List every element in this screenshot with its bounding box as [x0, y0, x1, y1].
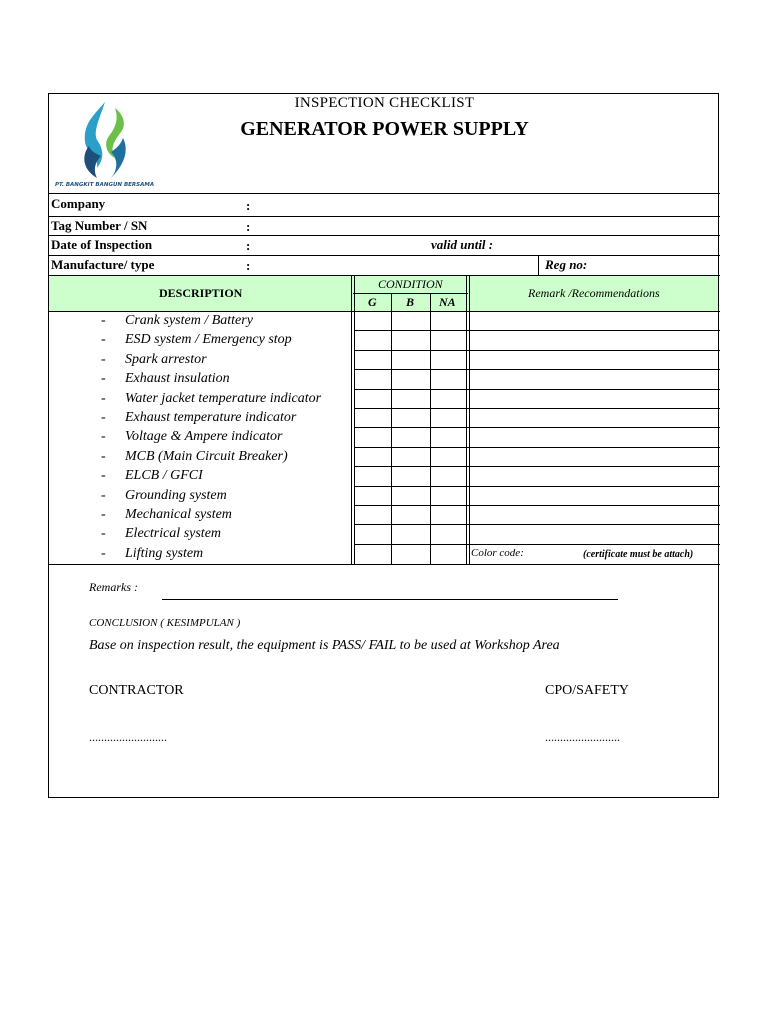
condition-cell-b[interactable]: [391, 486, 430, 505]
item-bullet: -: [101, 429, 106, 445]
checklist-item: Grounding system: [125, 487, 227, 503]
checklist-item: MCB (Main Circuit Breaker): [125, 448, 288, 464]
remark-cell[interactable]: [469, 330, 718, 349]
manufacture-colon: :: [246, 258, 251, 273]
condition-cell-b[interactable]: [391, 330, 430, 349]
condition-cell-na[interactable]: [430, 447, 466, 466]
remark-cell[interactable]: [469, 350, 718, 369]
condition-cell-g[interactable]: [354, 408, 391, 427]
remarks-label: Remarks :: [89, 580, 138, 594]
checklist-item: Electrical system: [125, 526, 222, 542]
tag-number-label: Tag Number / SN: [51, 218, 148, 233]
checklist-item: Lifting system: [125, 545, 204, 561]
remark-cell[interactable]: [469, 447, 718, 466]
condition-cell-g[interactable]: [354, 544, 391, 563]
checklist-item: Water jacket temperature indicator: [125, 390, 322, 406]
certificate-note: (certificate must be attach): [583, 549, 694, 560]
condition-cell-g[interactable]: [354, 350, 391, 369]
company-colon: :: [246, 198, 251, 213]
condition-cell-g[interactable]: [354, 311, 391, 330]
remark-cell[interactable]: [469, 369, 718, 388]
description-header: DESCRIPTION: [159, 286, 243, 300]
condition-b-header: B: [406, 295, 415, 309]
item-bullet: -: [101, 507, 106, 522]
condition-cell-b[interactable]: [391, 427, 430, 446]
condition-cell-g[interactable]: [354, 389, 391, 408]
item-bullet: -: [101, 390, 106, 406]
condition-cell-na[interactable]: [430, 524, 466, 543]
date-colon: :: [246, 238, 251, 253]
manufacture-type-label: Manufacture/ type: [51, 257, 155, 272]
condition-cell-b[interactable]: [391, 544, 430, 563]
condition-cell-na[interactable]: [430, 466, 466, 485]
condition-cell-na[interactable]: [430, 505, 466, 524]
conclusion-label: CONCLUSION ( KESIMPULAN ): [89, 617, 241, 629]
checklist-item: Voltage & Ampere indicator: [125, 429, 283, 445]
contractor-signature-line[interactable]: ..........................: [89, 730, 167, 744]
condition-cell-na[interactable]: [430, 544, 466, 563]
company-label: Company: [51, 196, 106, 211]
contractor-label: CONTRACTOR: [89, 683, 184, 698]
item-bullet: -: [101, 487, 106, 503]
condition-cell-g[interactable]: [354, 505, 391, 524]
remark-cell[interactable]: [469, 505, 718, 524]
condition-cell-g[interactable]: [354, 369, 391, 388]
date-of-inspection-label: Date of Inspection: [51, 237, 153, 252]
item-bullet: -: [101, 468, 106, 484]
item-bullet: -: [101, 371, 106, 387]
item-bullet: -: [101, 526, 106, 542]
reg-no-label: Reg no:: [545, 257, 588, 272]
checklist-item: Exhaust insulation: [125, 371, 230, 387]
checklist-item: ELCB / GFCI: [125, 468, 203, 484]
condition-cell-na[interactable]: [430, 350, 466, 369]
cpo-safety-label: CPO/SAFETY: [545, 683, 630, 698]
condition-cell-b[interactable]: [391, 447, 430, 466]
checklist-item: Spark arrestor: [125, 351, 207, 367]
condition-cell-g[interactable]: [354, 466, 391, 485]
remark-header: Remark /Recommendations: [528, 286, 660, 300]
condition-cell-na[interactable]: [430, 311, 466, 330]
color-code-label: Color code:: [471, 547, 524, 559]
condition-cell-g[interactable]: [354, 524, 391, 543]
conclusion-text: Base on inspection result, the equipment is PASS/ FAIL to be used at Workshop Area: [89, 638, 560, 653]
valid-until-label: valid until :: [431, 237, 494, 252]
remark-cell[interactable]: [469, 311, 718, 330]
condition-cell-g[interactable]: [354, 486, 391, 505]
remark-cell[interactable]: [469, 486, 718, 505]
item-bullet: -: [101, 545, 106, 561]
tag-number-colon: :: [246, 219, 251, 234]
condition-cell-b[interactable]: [391, 350, 430, 369]
condition-cell-b[interactable]: [391, 505, 430, 524]
logo-caption: PT. BANGKIT BANGUN BERSAMA: [55, 182, 155, 188]
remark-cell[interactable]: [469, 427, 718, 446]
equipment-title: GENERATOR POWER SUPPLY: [240, 118, 529, 140]
condition-cell-b[interactable]: [391, 524, 430, 543]
item-bullet: -: [101, 448, 106, 464]
condition-cell-b[interactable]: [391, 369, 430, 388]
remark-cell[interactable]: [469, 466, 718, 485]
condition-g-header: G: [368, 295, 377, 309]
condition-cell-na[interactable]: [430, 389, 466, 408]
checklist-title: INSPECTION CHECKLIST: [294, 95, 475, 111]
condition-cell-na[interactable]: [430, 486, 466, 505]
item-bullet: -: [101, 332, 106, 348]
condition-cell-na[interactable]: [430, 408, 466, 427]
checklist-item: Crank system / Battery: [125, 313, 253, 328]
condition-cell-na[interactable]: [430, 427, 466, 446]
checklist-item: Exhaust temperature indicator: [125, 410, 297, 425]
condition-header: CONDITION: [378, 277, 443, 291]
condition-cell-g[interactable]: [354, 447, 391, 466]
condition-na-header: NA: [439, 295, 456, 309]
condition-cell-b[interactable]: [391, 311, 430, 330]
condition-cell-b[interactable]: [391, 408, 430, 427]
remark-cell[interactable]: [469, 389, 718, 408]
checklist-item: ESD system / Emergency stop: [125, 332, 292, 348]
cpo-signature-line[interactable]: .........................: [545, 730, 620, 744]
condition-cell-na[interactable]: [430, 330, 466, 349]
item-bullet: -: [101, 410, 106, 425]
condition-cell-b[interactable]: [391, 466, 430, 485]
checklist-item: Mechanical system: [125, 507, 232, 522]
condition-cell-g[interactable]: [354, 427, 391, 446]
condition-cell-na[interactable]: [430, 369, 466, 388]
remark-cell[interactable]: [469, 524, 718, 543]
remarks-line[interactable]: [162, 599, 618, 600]
condition-cell-g[interactable]: [354, 330, 391, 349]
remark-cell[interactable]: [469, 408, 718, 427]
condition-cell-b[interactable]: [391, 389, 430, 408]
item-bullet: -: [101, 313, 106, 328]
item-bullet: -: [101, 351, 106, 367]
inspection-checklist-sheet: [48, 93, 719, 798]
